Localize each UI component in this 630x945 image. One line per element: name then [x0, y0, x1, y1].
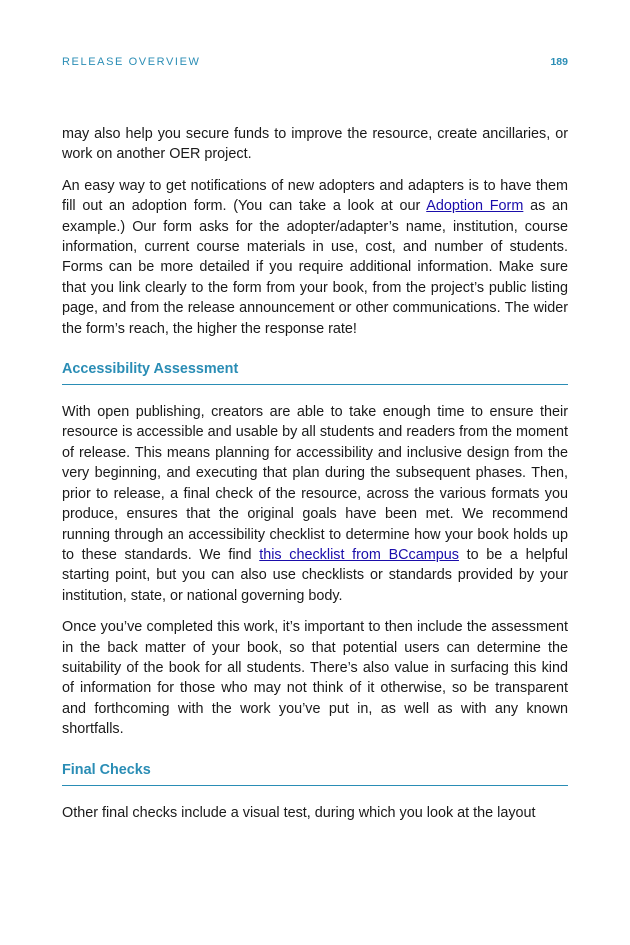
- page-number: 189: [550, 56, 568, 68]
- paragraph-continued: may also help you secure funds to improve the resource, create ancillaries, or work on another OER project.: [62, 126, 568, 163]
- heading-rule: [62, 785, 568, 786]
- heading-final-checks: Final Checks: [62, 761, 151, 778]
- paragraph-assessment: Once you’ve completed this work, it’s important to then include the assessment in the back matter of your book, so that potential users can determine the suitability of the book for all students. There’s also value in surfacing this kind of information for those who may not think of it otherwise, so be transparent and forthcoming with the work you’ve put in, as well as with any known shortfalls.: [62, 619, 568, 738]
- paragraph-adoption-form: [62, 176, 568, 339]
- running-head: [62, 56, 568, 68]
- paragraph-text: With open publishing, creators are able to take enough time to ensure their resource is accessible and usable by all students and readers from the moment of release. This means planning for accessibility and inclusive design from the very beginning, and executing that plan during the subsequent phases. Then, prior to release, a final check of the resource, across the various formats you produce, ensures that the original goals have been met. We recommend running through an accessibility checklist to determine how your book holds up to these standards. We find: [62, 404, 568, 563]
- page-content: [62, 124, 568, 834]
- paragraph-final-checks: Other final checks include a visual test, during which you look at the layout: [62, 804, 536, 821]
- paragraph-text: as an example.) Our form asks for the adopter/adapter’s name, institution, course information, current course materials in use, cost, and number of students. Forms can be more detailed if you require additional information. Make sure that you link clearly to the form from your book, from the project’s public listing page, and from the release announcement or other communications. The wider the form’s reach, the higher the response rate!: [62, 198, 569, 337]
- paragraph-text: An easy way to get notifications of new adopters and adapters is to have them fill out an adoption form. (You can take a look at our: [62, 177, 568, 215]
- heading-accessibility-assessment: Accessibility Assessment: [62, 361, 239, 378]
- heading-rule: [62, 384, 568, 385]
- section-name: RELEASE OVERVIEW: [62, 56, 201, 68]
- bccampus-checklist-link[interactable]: this checklist from BCcampus: [259, 546, 459, 563]
- adoption-form-link[interactable]: Adoption Form: [426, 198, 524, 215]
- paragraph-text: to be a helpful starting point, but you can also use checklists or standards provided by your institution, state, or national governing body.: [62, 546, 569, 604]
- paragraph-accessibility: [62, 402, 568, 606]
